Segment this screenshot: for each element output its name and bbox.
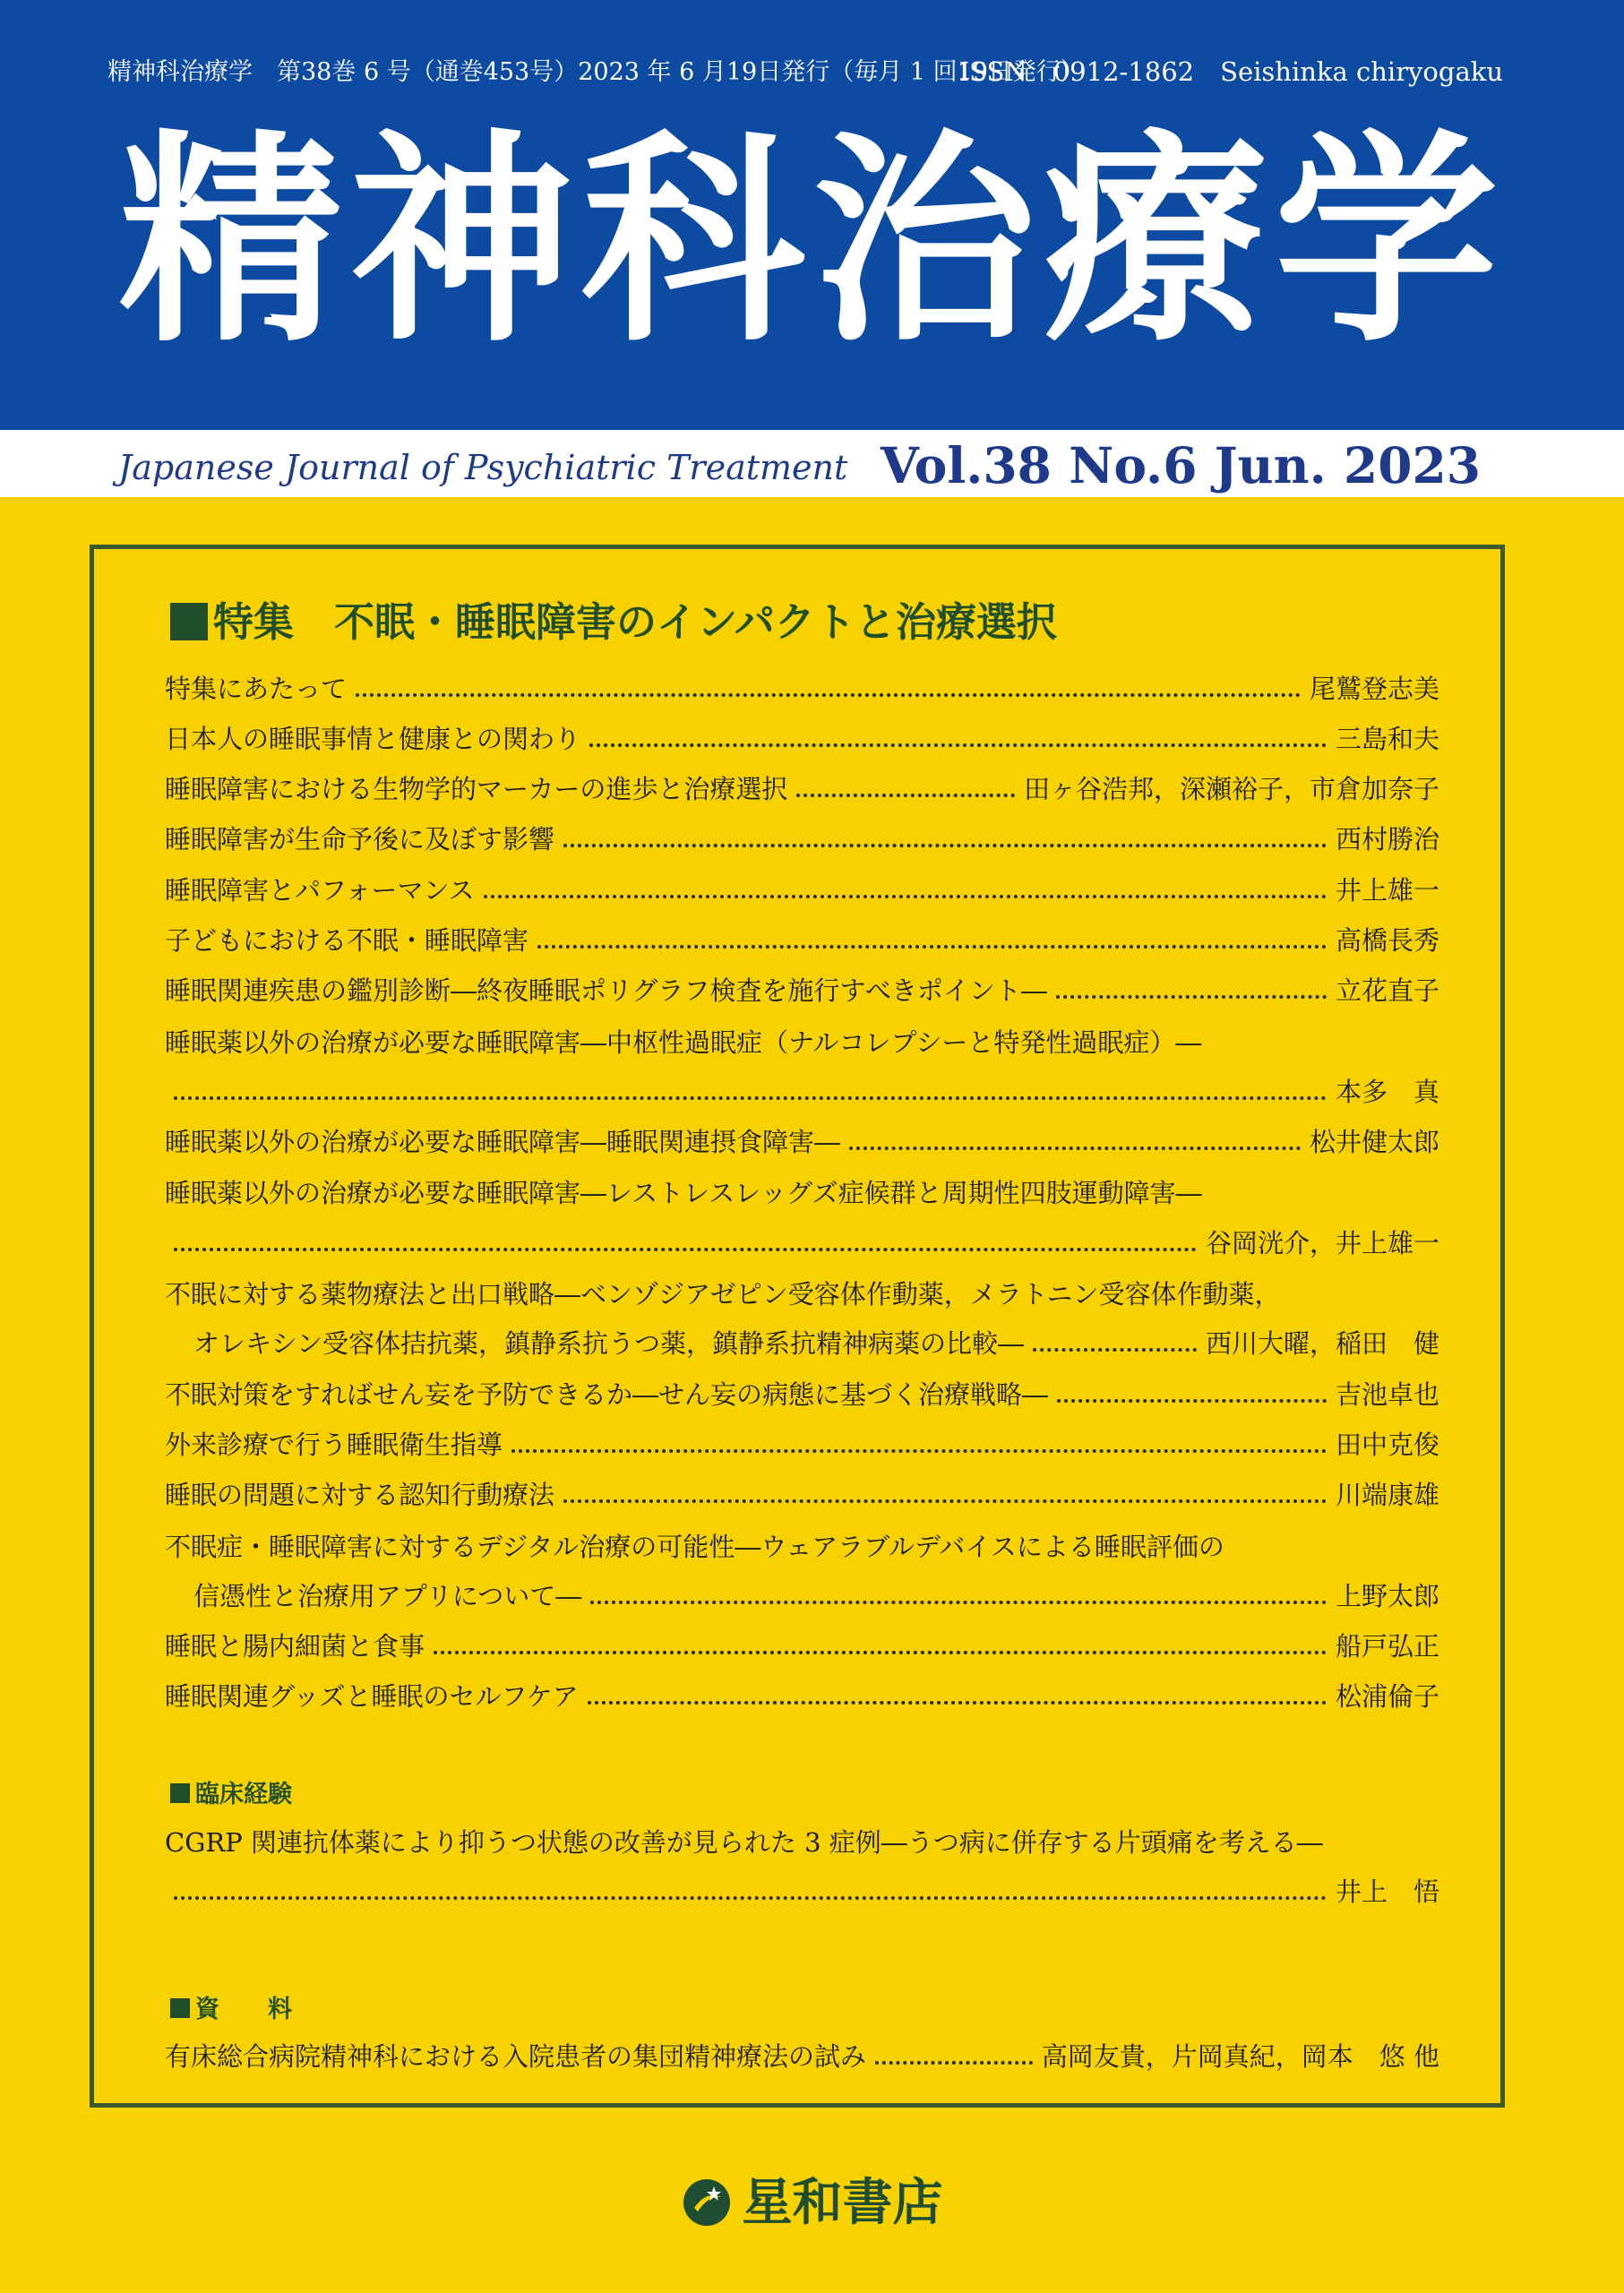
dot-leader xyxy=(356,693,1301,697)
entry-author: 上野太郎 xyxy=(1335,1581,1439,1611)
entry-title: 信憑性と治療用アプリについて― xyxy=(193,1581,582,1611)
entry-title: 睡眠関連グッズと睡眠のセルフケア xyxy=(165,1681,579,1712)
dot-leader xyxy=(849,1146,1301,1150)
dot-leader xyxy=(174,1096,1327,1100)
toc-entry-continuation[interactable] xyxy=(193,1577,1439,1613)
entry-author: 吉池卓也 xyxy=(1335,1379,1439,1410)
entry-title: 不眠対策をすればせん妄を予防できるか―せん妄の病態に基づく治療戦略― xyxy=(165,1379,1049,1410)
toc-entry[interactable] xyxy=(165,972,1439,1008)
entry-title: 日本人の睡眠事情と健康との関わり xyxy=(165,724,581,754)
dot-leader xyxy=(875,2061,1033,2065)
entry-title: 外来診療で行う睡眠衛生指導 xyxy=(165,1430,503,1460)
toc-entry[interactable] xyxy=(165,1426,1439,1462)
entry-author: 尾鷲登志美 xyxy=(1309,674,1439,704)
dot-leader xyxy=(588,1701,1327,1705)
publisher-star-logo-icon xyxy=(682,2177,732,2228)
feature-heading-text: 特集 不眠・睡眠障害のインパクトと治療選択 xyxy=(213,598,1057,646)
dot-leader xyxy=(174,1248,1197,1251)
entry-title: 睡眠障害における生物学的マーカーの進歩と治療選択 xyxy=(165,774,788,804)
toc-entry-continuation[interactable] xyxy=(165,1224,1439,1260)
toc-entry[interactable] xyxy=(165,770,1439,806)
entry-title: 睡眠薬以外の治療が必要な睡眠障害―睡眠関連摂食障害― xyxy=(165,1127,841,1157)
section-square-icon xyxy=(170,603,208,640)
toc-entry-first-line[interactable]: 不眠症・睡眠障害に対するデジタル治療の可能性―ウェアラブルデバイスによる睡眠評価の xyxy=(165,1532,1224,1562)
issn-line: ISSN 0912-1862 Seishinka chiryogaku xyxy=(958,56,1503,87)
publisher xyxy=(0,2163,1624,2235)
entry-author: 三島和夫 xyxy=(1335,724,1439,754)
dot-leader xyxy=(1033,1348,1197,1352)
entry-title: 特集にあたって xyxy=(165,674,348,704)
materials-heading xyxy=(170,1989,292,2024)
dot-leader xyxy=(434,1651,1327,1654)
dot-leader xyxy=(1057,1399,1327,1403)
dot-leader xyxy=(563,1499,1327,1503)
dot-leader xyxy=(563,844,1327,847)
volume-issue: Vol.38 No.6 Jun. 2023 xyxy=(881,436,1481,494)
toc-entry-first-line[interactable]: 不眠に対する薬物療法と出口戦略―ベンゾジアゼピン受容体作動薬，メラトニン受容体作動薬， xyxy=(165,1279,1281,1310)
section-square-icon xyxy=(170,1998,190,2018)
dot-leader xyxy=(174,1896,1327,1900)
publisher-name: 星和書店 xyxy=(742,2174,943,2232)
toc-entry-continuation[interactable] xyxy=(165,1073,1439,1109)
entry-author: 高岡友貴，片岡真紀，岡本 悠 他 xyxy=(1041,2041,1439,2072)
entry-author: 田ヶ谷浩邦，深瀬裕子，市倉加奈子 xyxy=(1023,774,1439,804)
dot-leader xyxy=(796,794,1015,797)
feature-heading xyxy=(170,589,1057,648)
clinical-heading-text: 臨床経験 xyxy=(195,1781,292,1808)
toc-entry-first-line[interactable]: CGRP 関連抗体薬により抑うつ状態の改善が見られた 3 症例―うつ病に併存する片頭痛を考える― xyxy=(165,1827,1323,1858)
entry-title: 睡眠障害が生命予後に及ぼす影響 xyxy=(165,824,555,855)
toc-entry[interactable] xyxy=(165,1476,1439,1512)
dot-leader xyxy=(1056,995,1327,999)
entry-author: 谷岡洸介，井上雄一 xyxy=(1205,1228,1439,1258)
toc-entry[interactable] xyxy=(165,1376,1439,1412)
journal-title: 精神科治療学 xyxy=(118,111,1506,372)
toc-entry[interactable] xyxy=(165,2038,1439,2074)
entry-title: 睡眠の問題に対する認知行動療法 xyxy=(165,1480,555,1510)
dot-leader xyxy=(511,1449,1327,1453)
materials-heading-text: 資 料 xyxy=(195,1996,292,2023)
toc-entry-first-line[interactable]: 睡眠薬以外の治療が必要な睡眠障害―中枢性過眠症（ナルコレプシーと特発性過眠症）― xyxy=(165,1027,1202,1058)
entry-author: 井上 悟 xyxy=(1335,1876,1439,1907)
section-square-icon xyxy=(170,1783,190,1803)
entry-author: 立花直子 xyxy=(1335,975,1439,1006)
journal-english-title: Japanese Journal of Psychiatric Treatment xyxy=(118,448,848,487)
entry-author: 井上雄一 xyxy=(1335,875,1439,906)
entry-author: 田中克俊 xyxy=(1335,1430,1439,1460)
toc-entry[interactable] xyxy=(165,1627,1439,1663)
entry-author: 松浦倫子 xyxy=(1335,1681,1439,1712)
entry-author: 西川大曜，稲田 健 xyxy=(1205,1328,1439,1359)
dot-leader xyxy=(589,743,1327,747)
entry-author: 高橋長秀 xyxy=(1335,925,1439,956)
entry-title: 子どもにおける不眠・睡眠障害 xyxy=(165,925,529,956)
clinical-heading xyxy=(170,1774,292,1809)
entry-author: 本多 真 xyxy=(1335,1077,1439,1107)
table-of-contents xyxy=(90,545,1505,2108)
issue-meta-line: 精神科治療学 第38巻 6 号（通巻453号）2023 年 6 月19日発行（毎月 1 回19日発行） xyxy=(107,58,1085,86)
entry-author: 松井健太郎 xyxy=(1309,1127,1439,1157)
toc-entry[interactable] xyxy=(165,1123,1439,1159)
entry-author: 船戸弘正 xyxy=(1335,1631,1439,1662)
toc-entry[interactable] xyxy=(165,1678,1439,1713)
header-band xyxy=(0,0,1624,430)
toc-entry[interactable] xyxy=(165,670,1439,706)
entry-title: オレキシン受容体拮抗薬，鎮静系抗うつ薬，鎮静系抗精神病薬の比較― xyxy=(193,1328,1024,1359)
toc-entry-continuation[interactable] xyxy=(193,1325,1439,1361)
dot-leader xyxy=(484,895,1327,898)
entry-author: 西村勝治 xyxy=(1335,824,1439,855)
dot-leader xyxy=(590,1601,1327,1604)
entry-title: 睡眠障害とパフォーマンス xyxy=(165,875,475,906)
toc-entry[interactable] xyxy=(165,922,1439,958)
toc-entry[interactable] xyxy=(165,820,1439,856)
dot-leader xyxy=(537,945,1327,949)
entry-title: 睡眠関連疾患の鑑別診断―終夜睡眠ポリグラフ検査を施行すべきポイント― xyxy=(165,975,1047,1006)
toc-entry-first-line[interactable]: 睡眠薬以外の治療が必要な睡眠障害―レストレスレッグズ症候群と周期性四肢運動障害― xyxy=(165,1178,1202,1208)
entry-title: 有床総合病院精神科における入院患者の集団精神療法の試み xyxy=(165,2041,867,2072)
entry-author: 川端康雄 xyxy=(1335,1480,1439,1510)
toc-entry-continuation[interactable] xyxy=(165,1873,1439,1909)
entry-title: 睡眠と腸内細菌と食事 xyxy=(165,1631,425,1662)
toc-entry[interactable] xyxy=(165,720,1439,756)
toc-entry[interactable] xyxy=(165,872,1439,907)
